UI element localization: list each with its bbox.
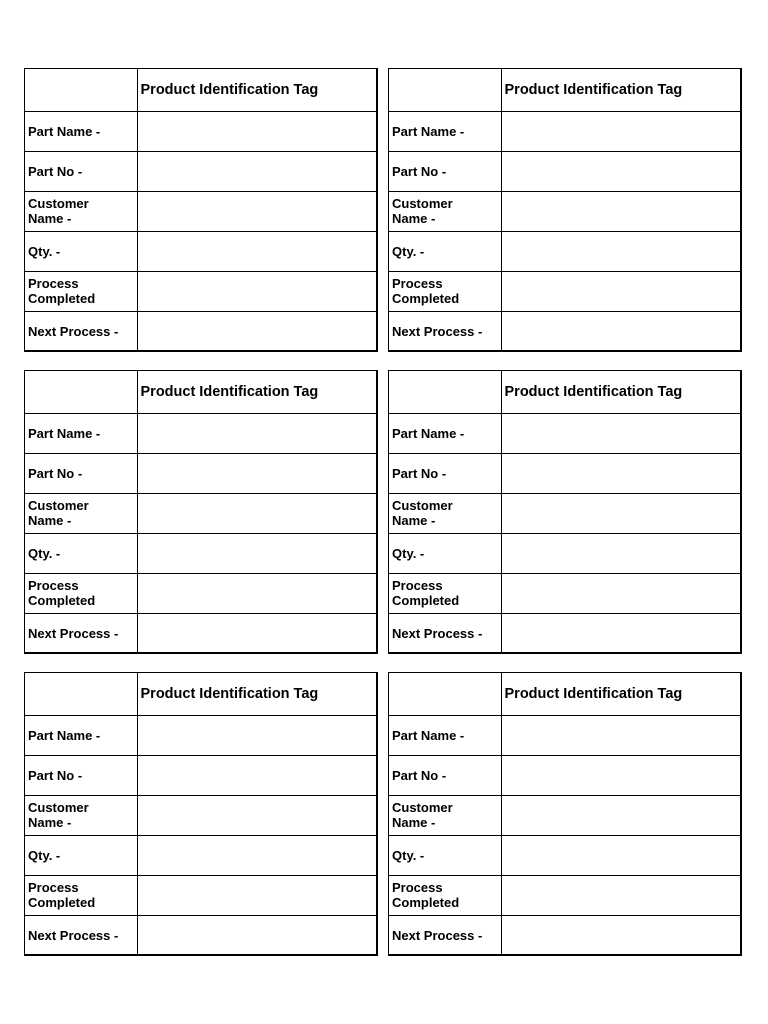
field-value-cell[interactable] bbox=[137, 151, 376, 191]
field-label: Qty. - bbox=[389, 835, 501, 875]
field-value-cell[interactable] bbox=[501, 413, 740, 453]
product-identification-tag-6 bbox=[388, 672, 742, 956]
field-label: Next Process - bbox=[25, 613, 137, 653]
field-value-cell[interactable] bbox=[501, 231, 740, 271]
field-label: Qty. - bbox=[25, 231, 137, 271]
tag-table bbox=[25, 673, 376, 955]
field-label: Part Name - bbox=[389, 715, 501, 755]
field-label: Qty. - bbox=[25, 533, 137, 573]
field-label: Part No - bbox=[25, 151, 137, 191]
tag-header-row bbox=[25, 371, 376, 413]
tag-field-row bbox=[389, 453, 740, 493]
field-label: Qty. - bbox=[389, 231, 501, 271]
tag-title: Product Identification Tag bbox=[501, 673, 740, 715]
tag-header-row bbox=[389, 673, 740, 715]
tag-field-row bbox=[25, 311, 376, 351]
field-label: Next Process - bbox=[389, 311, 501, 351]
field-label: Customer Name - bbox=[389, 795, 501, 835]
tag-field-row bbox=[25, 613, 376, 653]
tag-header-row bbox=[25, 69, 376, 111]
field-label: Part No - bbox=[25, 755, 137, 795]
field-label: Process Completed bbox=[25, 875, 137, 915]
field-label: Customer Name - bbox=[389, 191, 501, 231]
field-label: Part Name - bbox=[25, 111, 137, 151]
field-label: Qty. - bbox=[389, 533, 501, 573]
tag-field-row bbox=[389, 915, 740, 955]
tag-table bbox=[389, 673, 740, 955]
header-blank-cell bbox=[389, 371, 501, 413]
field-value-cell[interactable] bbox=[137, 715, 376, 755]
field-value-cell[interactable] bbox=[501, 271, 740, 311]
tag-title: Product Identification Tag bbox=[137, 371, 376, 413]
field-label: Part No - bbox=[389, 453, 501, 493]
tag-field-row bbox=[389, 271, 740, 311]
tag-field-row bbox=[389, 755, 740, 795]
tag-field-row bbox=[389, 613, 740, 653]
field-value-cell[interactable] bbox=[501, 111, 740, 151]
field-label: Part Name - bbox=[25, 715, 137, 755]
tag-field-row bbox=[25, 231, 376, 271]
field-value-cell[interactable] bbox=[501, 493, 740, 533]
tag-field-row bbox=[389, 795, 740, 835]
field-value-cell[interactable] bbox=[137, 533, 376, 573]
tag-table bbox=[25, 371, 376, 653]
tag-field-row bbox=[25, 453, 376, 493]
tag-field-row bbox=[25, 795, 376, 835]
tag-field-row bbox=[25, 573, 376, 613]
field-value-cell[interactable] bbox=[501, 795, 740, 835]
field-value-cell[interactable] bbox=[501, 715, 740, 755]
tag-field-row bbox=[389, 835, 740, 875]
tag-header-row bbox=[389, 69, 740, 111]
tag-field-row bbox=[389, 311, 740, 351]
field-label: Part No - bbox=[389, 151, 501, 191]
field-label: Customer Name - bbox=[25, 795, 137, 835]
field-value-cell[interactable] bbox=[137, 311, 376, 351]
tag-title: Product Identification Tag bbox=[137, 673, 376, 715]
field-label: Process Completed bbox=[25, 271, 137, 311]
tag-field-row bbox=[25, 755, 376, 795]
field-value-cell[interactable] bbox=[137, 835, 376, 875]
tag-table bbox=[389, 69, 740, 351]
tag-table bbox=[25, 69, 376, 351]
tag-field-row bbox=[25, 271, 376, 311]
field-label: Part Name - bbox=[389, 413, 501, 453]
tag-title: Product Identification Tag bbox=[501, 371, 740, 413]
field-value-cell[interactable] bbox=[137, 493, 376, 533]
field-value-cell[interactable] bbox=[501, 915, 740, 955]
tag-field-row bbox=[389, 231, 740, 271]
tag-title: Product Identification Tag bbox=[501, 69, 740, 111]
field-value-cell[interactable] bbox=[137, 755, 376, 795]
tag-field-row bbox=[25, 413, 376, 453]
tag-field-row bbox=[389, 191, 740, 231]
field-value-cell[interactable] bbox=[137, 453, 376, 493]
product-identification-tag-4 bbox=[388, 370, 742, 654]
tag-title: Product Identification Tag bbox=[137, 69, 376, 111]
tag-field-row bbox=[389, 151, 740, 191]
tag-field-row bbox=[25, 835, 376, 875]
field-value-cell[interactable] bbox=[501, 453, 740, 493]
tag-field-row bbox=[389, 413, 740, 453]
field-label: Customer Name - bbox=[25, 191, 137, 231]
field-value-cell[interactable] bbox=[501, 311, 740, 351]
field-label: Process Completed bbox=[389, 875, 501, 915]
header-blank-cell bbox=[389, 673, 501, 715]
field-value-cell[interactable] bbox=[137, 915, 376, 955]
tag-field-row bbox=[25, 715, 376, 755]
product-identification-tag-2 bbox=[388, 68, 742, 352]
field-label: Process Completed bbox=[389, 271, 501, 311]
field-label: Part No - bbox=[25, 453, 137, 493]
field-value-cell[interactable] bbox=[137, 111, 376, 151]
field-value-cell[interactable] bbox=[501, 835, 740, 875]
field-label: Qty. - bbox=[25, 835, 137, 875]
tag-field-row bbox=[389, 111, 740, 151]
field-label: Next Process - bbox=[389, 613, 501, 653]
field-value-cell[interactable] bbox=[501, 755, 740, 795]
tag-header-row bbox=[25, 673, 376, 715]
field-label: Part Name - bbox=[389, 111, 501, 151]
field-value-cell[interactable] bbox=[137, 413, 376, 453]
tag-header-row bbox=[389, 371, 740, 413]
product-identification-tag-3 bbox=[24, 370, 378, 654]
tag-field-row bbox=[389, 715, 740, 755]
field-value-cell[interactable] bbox=[137, 875, 376, 915]
field-label: Process Completed bbox=[389, 573, 501, 613]
tag-field-row bbox=[389, 875, 740, 915]
tag-table bbox=[389, 371, 740, 653]
tag-field-row bbox=[389, 573, 740, 613]
field-value-cell[interactable] bbox=[137, 573, 376, 613]
tag-field-row bbox=[25, 533, 376, 573]
field-label: Next Process - bbox=[25, 311, 137, 351]
product-identification-tag-1 bbox=[24, 68, 378, 352]
field-label: Next Process - bbox=[25, 915, 137, 955]
tag-field-row bbox=[25, 111, 376, 151]
field-label: Process Completed bbox=[25, 573, 137, 613]
header-blank-cell bbox=[25, 371, 137, 413]
field-value-cell[interactable] bbox=[501, 533, 740, 573]
field-label: Customer Name - bbox=[25, 493, 137, 533]
field-value-cell[interactable] bbox=[137, 613, 376, 653]
field-value-cell[interactable] bbox=[501, 613, 740, 653]
field-value-cell[interactable] bbox=[501, 573, 740, 613]
field-value-cell[interactable] bbox=[501, 191, 740, 231]
field-value-cell[interactable] bbox=[501, 151, 740, 191]
header-blank-cell bbox=[25, 673, 137, 715]
tag-field-row bbox=[25, 493, 376, 533]
field-value-cell[interactable] bbox=[137, 231, 376, 271]
tag-field-row bbox=[25, 875, 376, 915]
tag-field-row bbox=[25, 191, 376, 231]
tag-field-row bbox=[25, 915, 376, 955]
tag-field-row bbox=[25, 151, 376, 191]
field-value-cell[interactable] bbox=[137, 271, 376, 311]
tag-field-row bbox=[389, 533, 740, 573]
field-label: Next Process - bbox=[389, 915, 501, 955]
field-label: Part Name - bbox=[25, 413, 137, 453]
header-blank-cell bbox=[389, 69, 501, 111]
field-label: Customer Name - bbox=[389, 493, 501, 533]
field-value-cell[interactable] bbox=[501, 875, 740, 915]
product-identification-tag-5 bbox=[24, 672, 378, 956]
field-value-cell[interactable] bbox=[137, 191, 376, 231]
header-blank-cell bbox=[25, 69, 137, 111]
field-value-cell[interactable] bbox=[137, 795, 376, 835]
tag-field-row bbox=[389, 493, 740, 533]
field-label: Part No - bbox=[389, 755, 501, 795]
